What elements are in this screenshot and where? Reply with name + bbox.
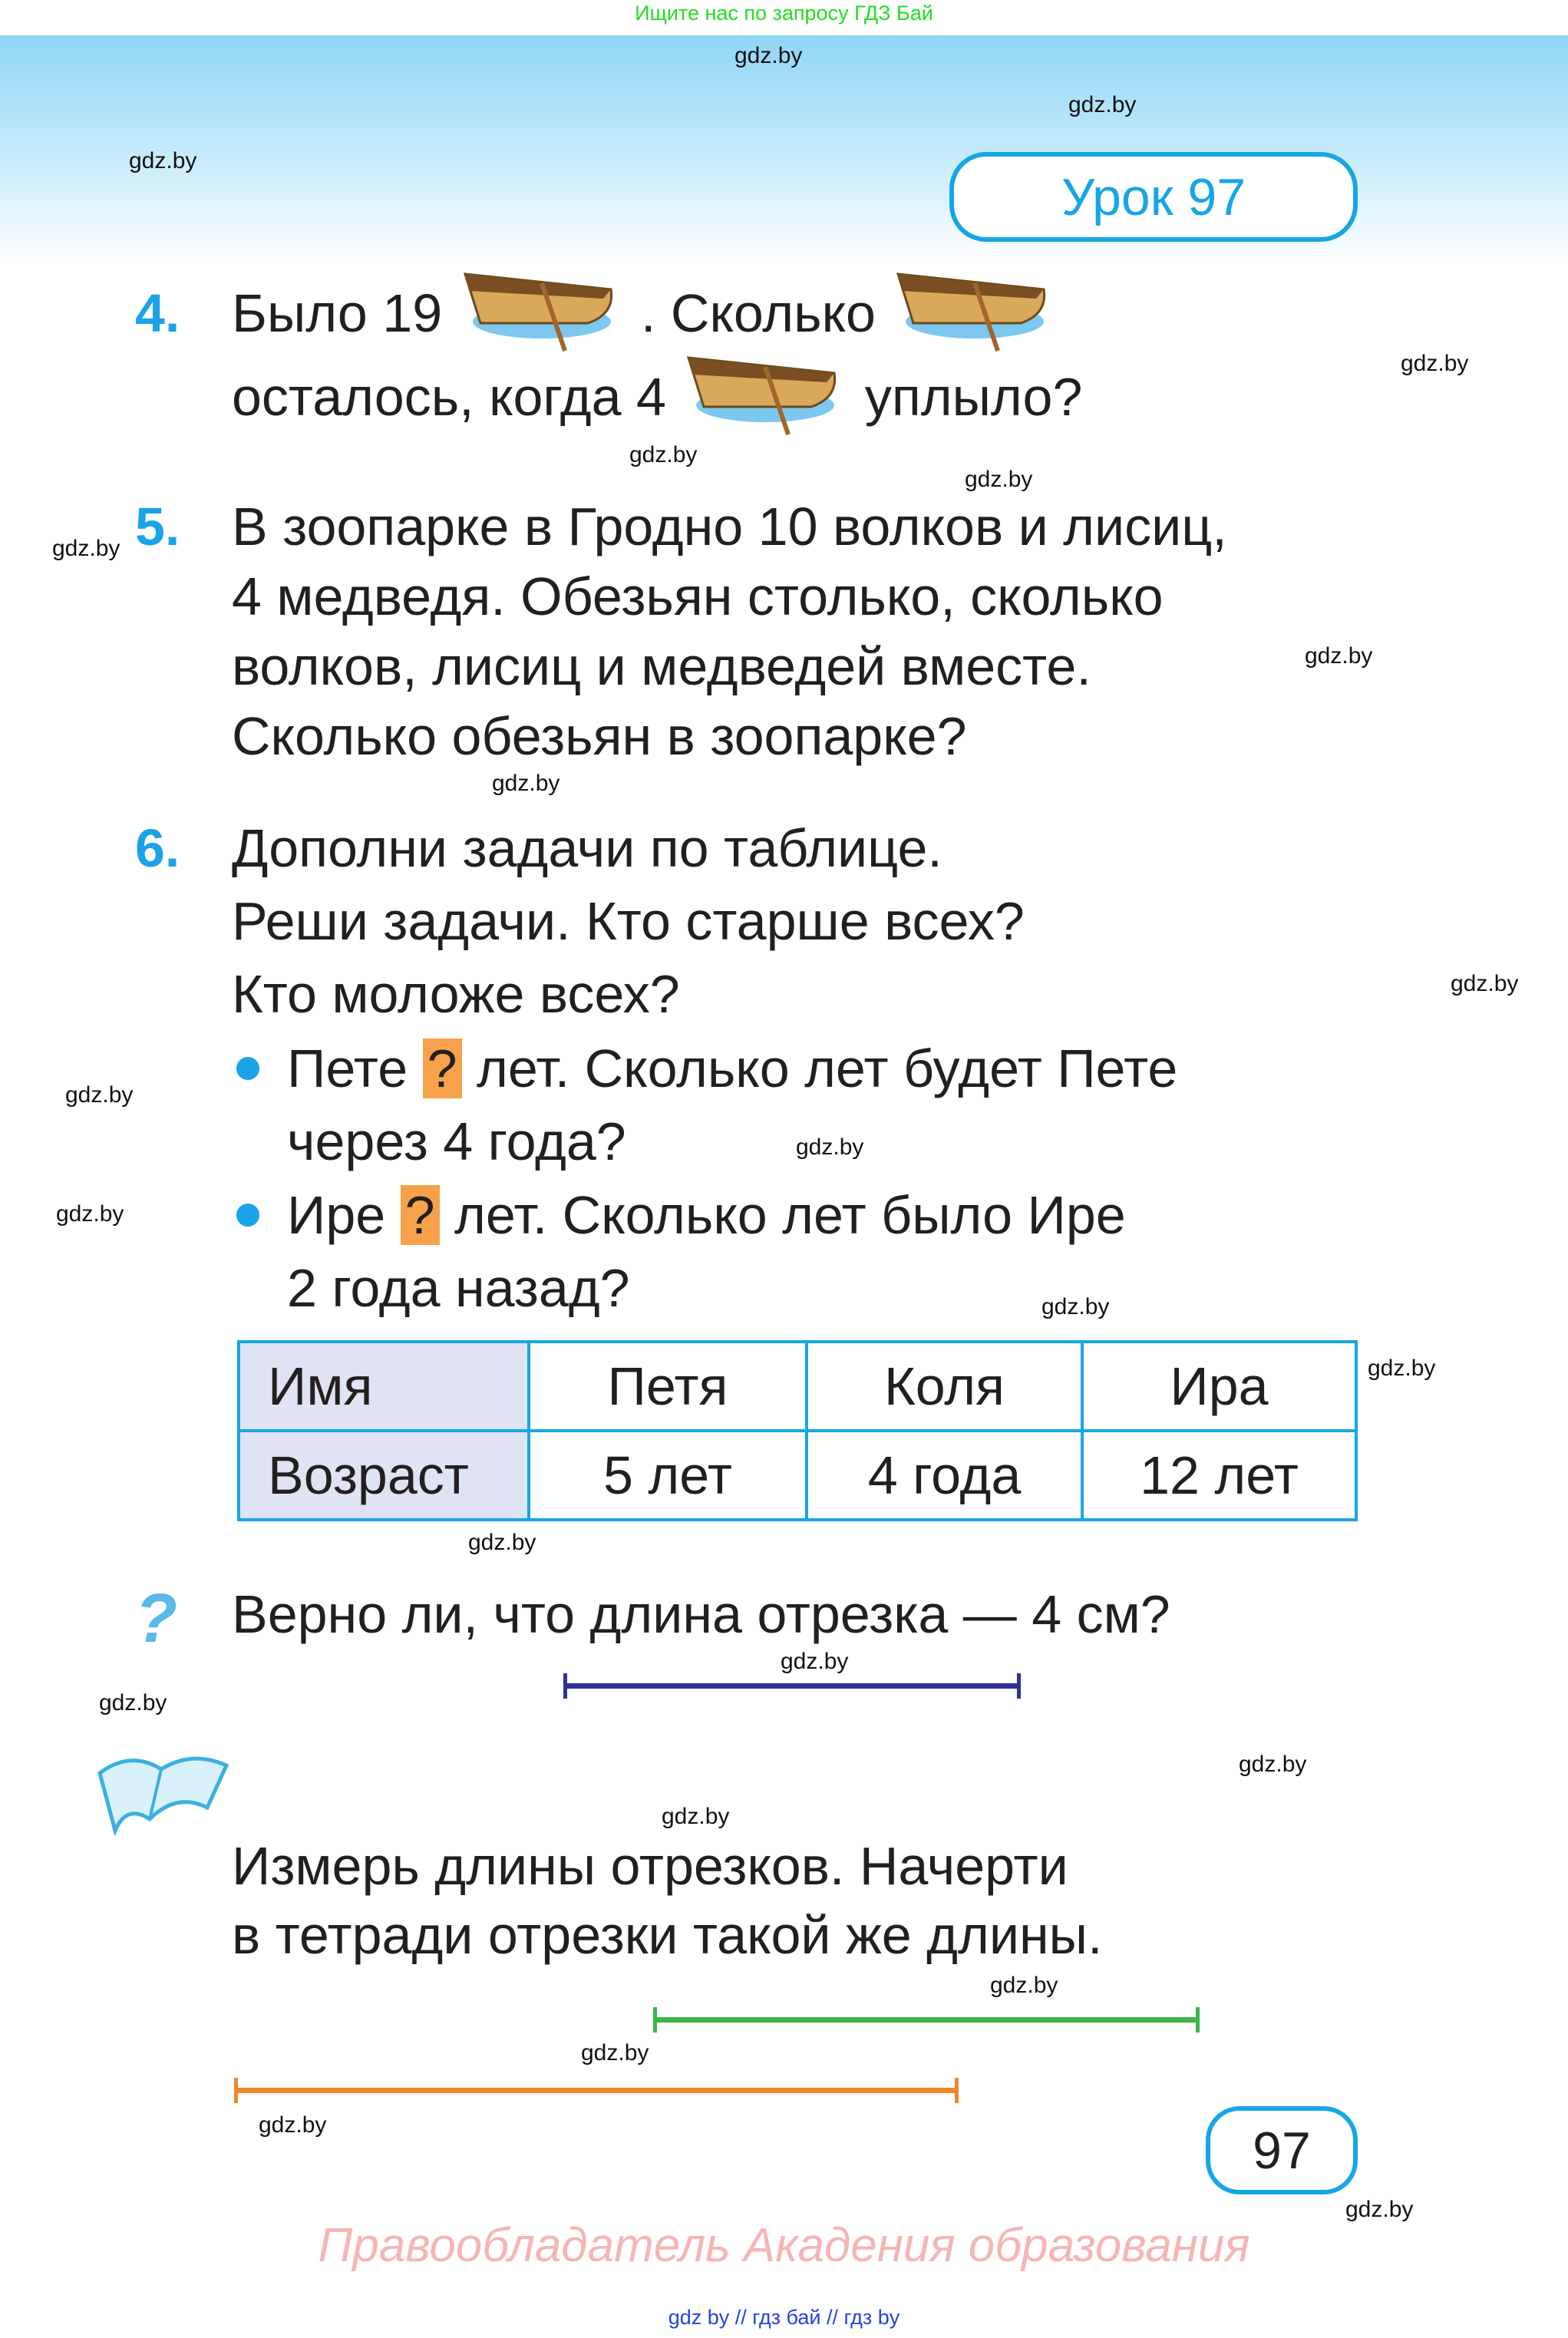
age-table bbox=[237, 1340, 1358, 1521]
table-cell: Коля bbox=[807, 1342, 1082, 1431]
boat-icon bbox=[681, 367, 850, 436]
task-number: 6. bbox=[135, 818, 180, 878]
green-segment bbox=[653, 2017, 1200, 2023]
unknown-box: ? bbox=[423, 1039, 462, 1098]
watermark: gdz.by bbox=[52, 536, 120, 561]
task5-line: В зоопарке в Гродно 10 волков и лисиц, bbox=[232, 497, 1227, 556]
task4-text: Было 19 bbox=[232, 283, 443, 343]
bullet-icon bbox=[236, 1204, 259, 1227]
lesson-title: Урок 97 bbox=[949, 152, 1358, 242]
task4-line1 bbox=[232, 282, 1059, 352]
task4-line2 bbox=[232, 366, 1082, 436]
orange-segment bbox=[234, 2088, 959, 2093]
table-cell: Имя bbox=[239, 1342, 529, 1431]
table-cell: Петя bbox=[529, 1342, 807, 1431]
task6-line: Реши задачи. Кто старше всех? bbox=[232, 891, 1025, 951]
table-cell: 4 года bbox=[807, 1431, 1082, 1520]
measure-line: в тетради отрезки такой же длины. bbox=[232, 1905, 1103, 1965]
watermark: gdz.by bbox=[1068, 92, 1137, 117]
bullet-line: через 4 года? bbox=[287, 1111, 626, 1171]
search-banner[interactable]: Ищите нас по запросу ГДЗ Бай bbox=[635, 2, 933, 25]
task-number: 5. bbox=[135, 497, 180, 556]
task4-text: . Сколько bbox=[641, 283, 876, 343]
task5-line: 4 медведя. Обезьян столько, сколько bbox=[232, 566, 1164, 626]
text: лет. Сколько лет было Ире bbox=[454, 1185, 1126, 1245]
watermark: gdz.by bbox=[1041, 1294, 1110, 1319]
watermark: gdz.by bbox=[1345, 2197, 1414, 2222]
unknown-box: ? bbox=[401, 1185, 440, 1245]
bullet-line: 2 года назад? bbox=[287, 1258, 630, 1318]
watermark: gdz.by bbox=[734, 43, 803, 68]
watermark: gdz.by bbox=[1451, 971, 1519, 996]
blue-segment bbox=[563, 1683, 1021, 1689]
watermark: gdz.by bbox=[468, 1530, 536, 1555]
watermark: gdz.by bbox=[492, 771, 560, 796]
watermark: gdz.by bbox=[1239, 1752, 1307, 1777]
text: лет. Сколько лет будет Пете bbox=[476, 1039, 1178, 1098]
task6-line: Кто моложе всех? bbox=[232, 964, 680, 1024]
text: Ире bbox=[287, 1185, 386, 1245]
watermark: gdz.by bbox=[990, 1973, 1058, 1998]
table-cell: Возраст bbox=[239, 1431, 529, 1520]
task6-line: Дополни задачи по таблице. bbox=[232, 818, 942, 878]
task4-text: осталось, когда 4 bbox=[232, 367, 666, 427]
watermark: gdz.by bbox=[1401, 351, 1469, 376]
table-cell: 12 лет bbox=[1082, 1431, 1356, 1520]
bullet-icon bbox=[236, 1057, 259, 1080]
bullet-line bbox=[287, 1038, 1177, 1099]
question-text: Верно ли, что длина отрезка — 4 см? bbox=[232, 1584, 1170, 1644]
boat-icon bbox=[457, 283, 626, 352]
watermark: gdz.by bbox=[781, 1649, 849, 1674]
watermark: gdz.by bbox=[56, 1201, 124, 1227]
table-row bbox=[239, 1342, 1356, 1431]
watermark: gdz.by bbox=[796, 1134, 864, 1160]
footer-links[interactable]: gdz by // гдз бай // гдз by bbox=[668, 2306, 900, 2329]
boat-icon bbox=[890, 283, 1059, 352]
task5-line: Сколько обезьян в зоопарке? bbox=[232, 706, 967, 766]
task-number: 4. bbox=[135, 283, 180, 343]
watermark: gdz.by bbox=[1368, 1356, 1436, 1381]
watermark: gdz.by bbox=[629, 442, 698, 467]
watermark: gdz.by bbox=[965, 467, 1033, 492]
watermark: gdz.by bbox=[129, 148, 197, 173]
table-row bbox=[239, 1431, 1356, 1520]
watermark: gdz.by bbox=[581, 2040, 649, 2066]
watermark: gdz.by bbox=[259, 2112, 327, 2138]
watermark: gdz.by bbox=[662, 1804, 730, 1829]
task5-line: волков, лисиц и медведей вместе. bbox=[232, 636, 1091, 696]
text: Пете bbox=[287, 1039, 408, 1098]
page-number: 97 bbox=[1206, 2106, 1358, 2194]
watermark: gdz.by bbox=[65, 1082, 134, 1108]
table-cell: Ира bbox=[1082, 1342, 1356, 1431]
copyright-watermark: Правообладатель Акадения образования bbox=[318, 2219, 1250, 2272]
task4-text: уплыло? bbox=[864, 367, 1083, 427]
measure-line: Измерь длины отрезков. Начерти bbox=[232, 1836, 1068, 1896]
table-cell: 5 лет bbox=[529, 1431, 807, 1520]
question-icon: ? bbox=[135, 1580, 177, 1657]
bullet-line bbox=[287, 1184, 1126, 1246]
watermark: gdz.by bbox=[1305, 643, 1373, 669]
watermark: gdz.by bbox=[99, 1690, 167, 1716]
